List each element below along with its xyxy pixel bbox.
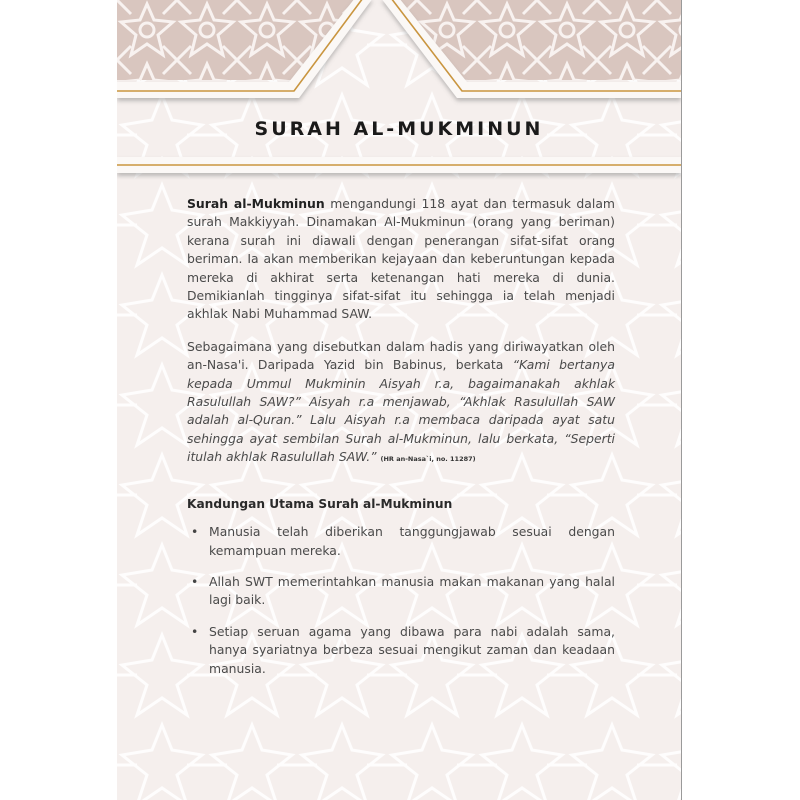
header-ornament [117, 0, 681, 180]
book-page [117, 0, 682, 800]
list-item [187, 523, 615, 560]
page-title: SURAH AL-MUKMINUN [254, 118, 544, 140]
intro-paragraph [187, 195, 615, 324]
hadith-citation: (HR an-Nasa`i, no. 11287) [380, 455, 476, 464]
list-item-text: Setiap seruan agama yang dibawa para nabi adalah sama, hanya syariatnya berbeza sesuai mengikut zaman dan keadaan manusia. [209, 623, 615, 676]
bullet-icon: • [191, 573, 199, 589]
list-item-text: Manusia telah diberikan tanggungjawab sesuai dengan kemampuan mereka. [209, 524, 615, 558]
page-content [187, 195, 615, 691]
intro-text: mengandungi 118 ayat dan termasuk dalam surah Makkiyyah. Dinamakan Al-Mukminun (orang yang beriman) kerana surah ini diawali dengan penerangan sifat-sifat orang beriman. Ia akan memberikan kejayaan dan keberuntungan kepada mereka di akhirat serta ketenangan hati mereka di dunia. Demikianlah tingginya sifat-sifat itu sehingga ia telah menjadi akhlak Nabi Muhammad SAW. [187, 196, 615, 322]
bullet-icon: • [191, 623, 199, 639]
section-heading: Kandungan Utama Surah al-Mukminun [187, 496, 453, 511]
hadith-paragraph [187, 338, 615, 469]
list-item-text: Allah SWT memerintahkan manusia makan makanan yang halal lagi baik. [209, 573, 615, 608]
surah-name-bold: Surah al-Mukminun [187, 196, 325, 211]
bullet-icon: • [191, 524, 199, 540]
hadith-quote: “Kami bertanya kepada Ummul Mukminin Aisyah r.a, bagaimanakah akhlak Rasulullah SAW?” Aisyah r.a menjawab, “Akhlak Rasulullah SAW adalah al-Quran.” Lalu Aisyah r.a membaca daripada ayat satu sehingga ayat sembilan Surah al-Mukminun, lalu berkata, “Seperti itulah akhlak Rasulullah SAW.” [187, 357, 615, 465]
list-item [187, 623, 615, 678]
list-item [187, 573, 615, 610]
hadith-intro: Sebagaimana yang disebutkan dalam hadis yang diriwayatkan oleh an-Nasa'i. Daripada Yazid bin Babinus, berkata [187, 338, 615, 373]
key-points-list [187, 523, 615, 678]
